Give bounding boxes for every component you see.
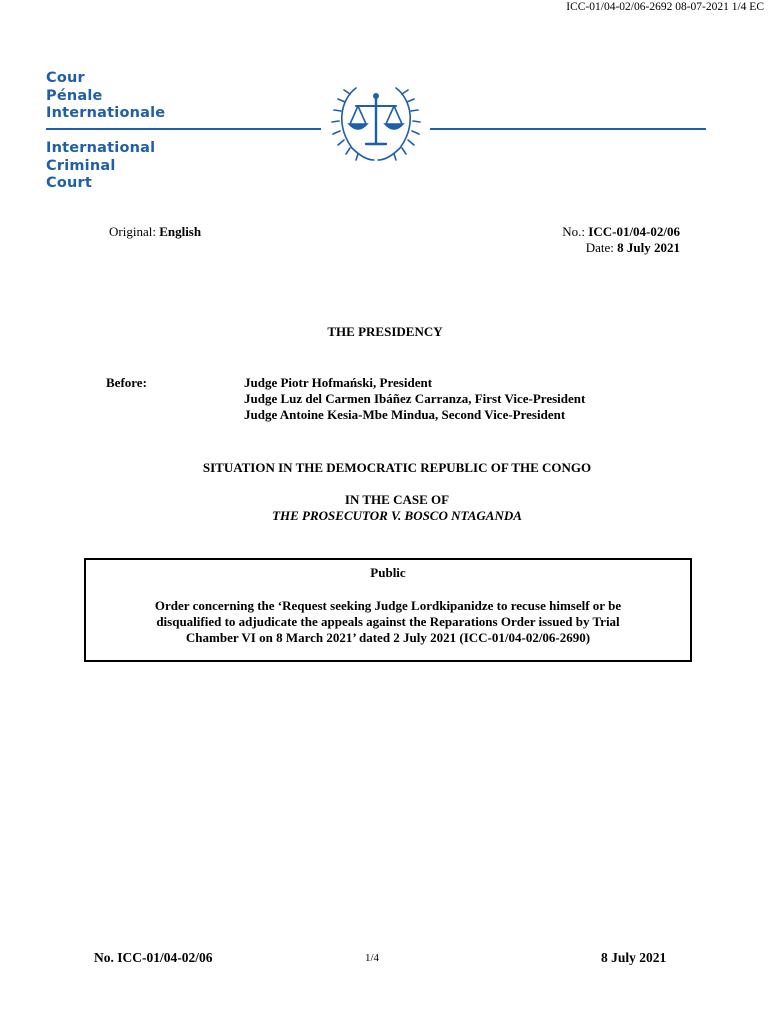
footer-date: 8 July 2021	[601, 950, 667, 965]
order-title-line: Order concerning the ‘Request seeking Judge Lordkipanidze to recuse himself or be	[154, 598, 622, 613]
case-heading	[0, 492, 770, 524]
original-label: Original:	[109, 224, 156, 239]
date-label: Date:	[585, 240, 614, 255]
logo-rule-left	[46, 128, 321, 130]
bench-judges	[244, 375, 585, 423]
logo-line: Cour	[46, 70, 85, 86]
scales-of-justice-laurel-icon	[326, 82, 426, 164]
judge-line: Judge Piotr Hofmański, President	[244, 375, 433, 390]
order-title-line: disqualified to adjudicate the appeals against the Reparations Order issued by Trial	[156, 614, 620, 629]
case-number-label: No.:	[562, 224, 586, 239]
situation-heading: SITUATION IN THE DEMOCRATIC REPUBLIC OF THE CONGO	[202, 460, 592, 475]
original-value: English	[159, 224, 202, 239]
original-language	[109, 224, 201, 240]
footer-case-number: No. ICC-01/04-02/06	[94, 950, 213, 965]
judge-line: Judge Antoine Kesia-Mbe Mindua, Second Vice-President	[244, 407, 566, 422]
logo-line: International	[46, 140, 156, 156]
order-title-line: Chamber VI on 8 March 2021’ dated 2 July 2021 (ICC-01/04-02/06-2690)	[185, 630, 591, 645]
logo-line: Court	[46, 175, 93, 191]
document-reference: ICC-01/04-02/06-2692 08-07-2021 1/4 EC	[566, 1, 764, 13]
judge-line: Judge Luz del Carmen Ibáñez Carranza, First Vice-President	[244, 391, 586, 406]
document-date	[562, 240, 680, 256]
footer-page-number: 1/4	[365, 952, 380, 964]
case-intro: IN THE CASE OF	[344, 492, 450, 507]
date-value: 8 July 2021	[617, 240, 680, 255]
logo-line: Criminal	[46, 157, 116, 174]
logo-french-name	[46, 70, 165, 123]
document-title-box	[84, 558, 692, 662]
order-title	[96, 598, 680, 646]
case-number-value: ICC-01/04-02/06	[588, 224, 680, 239]
bench-label: Before:	[106, 375, 147, 390]
logo-rule-right	[430, 128, 706, 130]
logo-line: Internationale	[46, 105, 166, 121]
case-name: THE PROSECUTOR V. BOSCO NTAGANDA	[272, 508, 522, 523]
classification-label: Public	[370, 565, 406, 580]
logo-line: Pénale	[46, 87, 103, 104]
chamber-heading: THE PRESIDENCY	[327, 324, 443, 339]
case-number	[562, 224, 680, 240]
logo-english-name	[46, 140, 155, 193]
document-number-block	[562, 224, 680, 256]
